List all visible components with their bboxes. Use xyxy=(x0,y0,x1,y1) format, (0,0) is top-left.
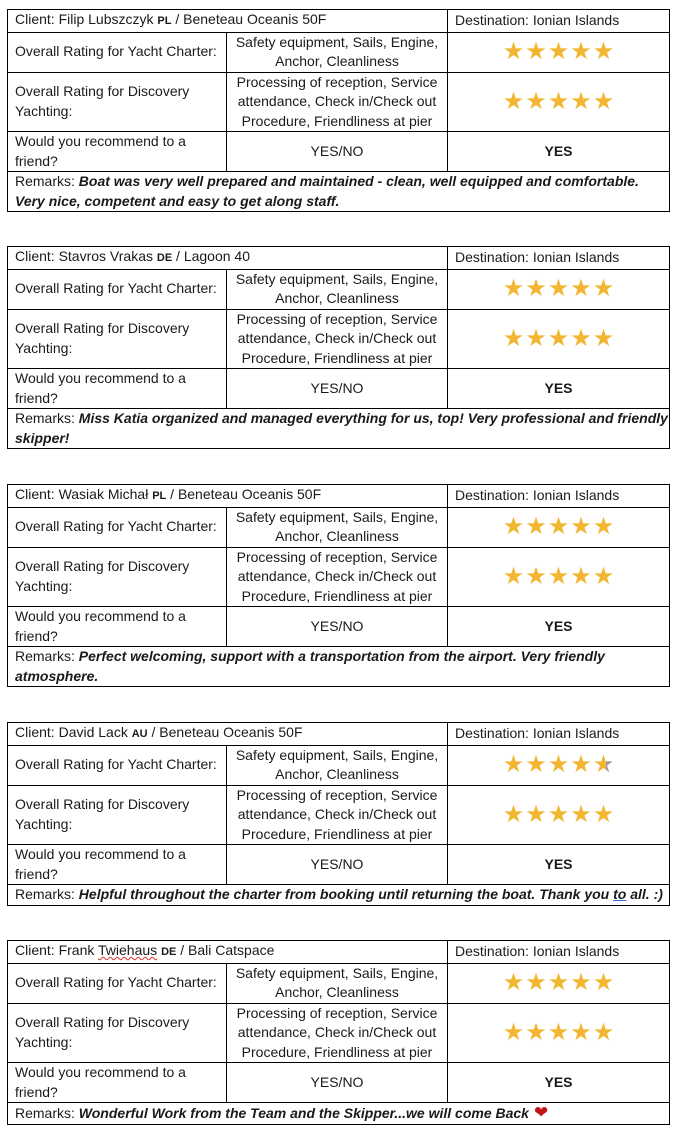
star-icon: ★ xyxy=(592,87,615,115)
discovery-criteria: Processing of reception, Service attendance, Check in/Check out Procedure, Friendliness at pier xyxy=(227,547,448,607)
discovery-rating-stars xyxy=(448,1003,670,1063)
star-icon: ★ xyxy=(547,750,570,779)
yacht-rating-stars xyxy=(448,507,670,547)
remarks-text-start: Helpful throughout the charter from booking until returning the boat. Thank you xyxy=(78,886,614,902)
review-table xyxy=(7,484,670,687)
discovery-rating-stars xyxy=(448,72,670,132)
star-icon: ★ xyxy=(502,87,525,115)
remarks-text: Wonderful Work from the Team and the Skipper...we will come Back xyxy=(78,1104,529,1121)
yacht-rating-label: Overall Rating for Yacht Charter: xyxy=(8,269,227,309)
yacht-criteria: Safety equipment, Sails, Engine, Anchor, Cleanliness xyxy=(227,745,448,785)
star-icon: ★ xyxy=(570,968,592,997)
client-label: Client: xyxy=(15,942,55,958)
star-icon: ★ xyxy=(592,750,615,779)
star-icon: ★ xyxy=(547,562,570,590)
country-code: PL xyxy=(157,15,172,27)
client-label: Client: xyxy=(15,248,55,264)
client-name: Filip Lubszczyk xyxy=(58,11,154,27)
star-icon: ★ xyxy=(592,37,615,66)
yacht-rating-stars xyxy=(448,745,670,785)
discovery-rating-label: Overall Rating for Discovery Yachting: xyxy=(8,785,227,845)
remarks-label: Remarks: xyxy=(15,410,75,426)
heart-icon: ❤ xyxy=(533,1102,549,1123)
remarks-label: Remarks: xyxy=(15,886,75,902)
yacht-rating-stars xyxy=(448,32,670,72)
remarks-text-underlined-word: to xyxy=(613,886,627,902)
client-cell: Client: Stavros Vrakas DE / Lagoon 40 xyxy=(8,247,448,270)
star-icon: ★ xyxy=(570,87,592,115)
remarks-label: Remarks: xyxy=(15,1104,75,1121)
star-icon: ★ xyxy=(547,274,570,303)
yes-no-label: YES/NO xyxy=(227,132,448,172)
star-icon: ★ xyxy=(592,1018,615,1046)
yacht-rating-label: Overall Rating for Yacht Charter: xyxy=(8,507,227,547)
client-cell: Client: David Lack AU / Beneteau Oceanis 50F xyxy=(8,723,448,746)
yes-no-label: YES/NO xyxy=(227,607,448,647)
boat-model: Lagoon 40 xyxy=(183,248,251,264)
client-first-name: Frank xyxy=(58,942,99,958)
star-icon: ★ xyxy=(502,324,525,352)
star-icon: ★ xyxy=(525,750,547,779)
yes-no-label: YES/NO xyxy=(227,369,448,409)
client-last-name: Twiehaus xyxy=(98,942,158,958)
yacht-criteria: Safety equipment, Sails, Engine, Anchor, Cleanliness xyxy=(227,32,448,72)
client-cell: Client: Filip Lubszczyk PL / Beneteau Oceanis 50F xyxy=(8,10,448,33)
yacht-criteria: Safety equipment, Sails, Engine, Anchor, Cleanliness xyxy=(227,269,448,309)
star-icon: ★ xyxy=(547,800,570,828)
star-icon: ★ xyxy=(502,37,525,66)
star-icon: ★ xyxy=(570,274,592,303)
destination: Destination: Ionian Islands xyxy=(448,723,670,746)
discovery-criteria: Processing of reception, Service attendance, Check in/Check out Procedure, Friendliness at pier xyxy=(227,1003,448,1063)
star-icon: ★ xyxy=(525,512,547,541)
recommend-answer: YES xyxy=(448,845,670,885)
star-icon: ★ xyxy=(570,512,592,541)
boat-model: Beneteau Oceanis 50F xyxy=(159,724,303,740)
yes-no-label: YES/NO xyxy=(227,1063,448,1103)
discovery-rating-stars xyxy=(448,547,670,607)
star-icon: ★ xyxy=(525,324,547,352)
star-icon: ★ xyxy=(592,562,615,590)
star-icon: ★ xyxy=(502,968,525,997)
yacht-rating-stars xyxy=(448,963,670,1003)
client-cell: Client: Frank Twiehaus DE / Bali Catspace xyxy=(8,941,448,964)
client-label: Client: xyxy=(15,11,55,27)
client-name: Stavros Vrakas xyxy=(58,248,153,264)
client-cell: Client: Wasiak Michał PL / Beneteau Oceanis 50F xyxy=(8,485,448,508)
boat-model: Bali Catspace xyxy=(188,942,275,958)
recommend-answer: YES xyxy=(448,369,670,409)
star-icon: ★ xyxy=(547,1018,570,1046)
recommend-answer: YES xyxy=(448,132,670,172)
star-icon: ★ xyxy=(547,968,570,997)
discovery-criteria: Processing of reception, Service attendance, Check in/Check out Procedure, Friendliness at pier xyxy=(227,785,448,845)
remarks-cell xyxy=(8,885,670,906)
star-icon: ★ xyxy=(502,1018,525,1046)
yacht-rating-label: Overall Rating for Yacht Charter: xyxy=(8,963,227,1003)
star-icon: ★ xyxy=(547,512,570,541)
star-icon: ★ xyxy=(525,800,547,828)
yacht-criteria: Safety equipment, Sails, Engine, Anchor, Cleanliness xyxy=(227,963,448,1003)
client-label: Client: xyxy=(15,486,55,502)
destination: Destination: Ionian Islands xyxy=(448,10,670,33)
boat-model: Beneteau Oceanis 50F xyxy=(183,11,327,27)
star-icon: ★ xyxy=(570,324,592,352)
country-code: DE xyxy=(161,946,177,958)
discovery-rating-label: Overall Rating for Discovery Yachting: xyxy=(8,72,227,132)
star-icon: ★ xyxy=(570,800,592,828)
yacht-rating-label: Overall Rating for Yacht Charter: xyxy=(8,32,227,72)
recommend-label: Would you recommend to a friend? xyxy=(8,369,227,409)
recommend-label: Would you recommend to a friend? xyxy=(8,845,227,885)
discovery-rating-label: Overall Rating for Discovery Yachting: xyxy=(8,1003,227,1063)
remarks-cell xyxy=(8,1103,670,1125)
star-icon: ★ xyxy=(592,512,615,541)
client-name: David Lack xyxy=(58,724,128,740)
review-table xyxy=(7,9,670,212)
discovery-rating-label: Overall Rating for Discovery Yachting: xyxy=(8,309,227,369)
yacht-rating-stars xyxy=(448,269,670,309)
remarks-label: Remarks: xyxy=(15,648,75,664)
star-icon: ★ xyxy=(592,800,615,828)
remarks-label: Remarks: xyxy=(15,173,75,189)
client-name: Wasiak Michał xyxy=(58,486,149,502)
star-icon: ★ xyxy=(592,274,615,303)
recommend-label: Would you recommend to a friend? xyxy=(8,1063,227,1103)
star-icon: ★ xyxy=(547,324,570,352)
remarks-cell xyxy=(8,409,670,449)
remarks-cell xyxy=(8,647,670,687)
remarks-cell xyxy=(8,172,670,212)
star-icon: ★ xyxy=(525,37,547,66)
recommend-answer: YES xyxy=(448,607,670,647)
yes-no-label: YES/NO xyxy=(227,845,448,885)
country-code: PL xyxy=(152,490,167,502)
remarks-text-end: all. :) xyxy=(626,886,663,902)
star-icon: ★ xyxy=(502,512,525,541)
star-icon: ★ xyxy=(502,750,525,779)
review-table xyxy=(7,722,670,906)
star-icon: ★ xyxy=(570,562,592,590)
country-code: AU xyxy=(131,728,148,740)
review-table xyxy=(7,940,670,1125)
yacht-rating-label: Overall Rating for Yacht Charter: xyxy=(8,745,227,785)
star-icon: ★ xyxy=(525,562,547,590)
star-icon: ★ xyxy=(570,750,592,779)
star-icon: ★ xyxy=(570,1018,592,1046)
yacht-criteria: Safety equipment, Sails, Engine, Anchor, Cleanliness xyxy=(227,507,448,547)
star-icon: ★ xyxy=(525,87,547,115)
recommend-label: Would you recommend to a friend? xyxy=(8,607,227,647)
star-icon: ★ xyxy=(592,324,615,352)
remarks-text: Perfect welcoming, support with a transportation from the airport. Very friendly atmosphere. xyxy=(15,648,605,684)
destination: Destination: Ionian Islands xyxy=(448,485,670,508)
remarks-text: Boat was very well prepared and maintained - clean, well equipped and comfortable. Very nice, competent and easy to get along staff. xyxy=(15,173,639,209)
star-icon: ★ xyxy=(502,800,525,828)
star-icon: ★ xyxy=(502,562,525,590)
discovery-criteria: Processing of reception, Service attendance, Check in/Check out Procedure, Friendliness at pier xyxy=(227,309,448,369)
destination: Destination: Ionian Islands xyxy=(448,941,670,964)
client-label: Client: xyxy=(15,724,55,740)
country-code: DE xyxy=(156,252,173,264)
recommend-answer: YES xyxy=(448,1063,670,1103)
review-table xyxy=(7,246,670,449)
boat-model: Beneteau Oceanis 50F xyxy=(177,486,322,502)
destination: Destination: Ionian Islands xyxy=(448,247,670,270)
discovery-rating-stars xyxy=(448,309,670,369)
star-icon: ★ xyxy=(502,274,525,303)
star-icon: ★ xyxy=(547,87,570,115)
star-icon: ★ xyxy=(547,37,570,66)
discovery-criteria: Processing of reception, Service attendance, Check in/Check out Procedure, Friendliness at pier xyxy=(227,72,448,132)
discovery-rating-stars xyxy=(448,785,670,845)
star-icon: ★ xyxy=(525,274,547,303)
recommend-label: Would you recommend to a friend? xyxy=(8,132,227,172)
star-icon: ★ xyxy=(570,37,592,66)
remarks-text xyxy=(79,886,663,902)
star-icon: ★ xyxy=(592,968,615,997)
remarks-text: Miss Katia organized and managed everything for us, top! Very professional and friendly skipper! xyxy=(15,410,668,446)
star-icon: ★ xyxy=(525,1018,547,1046)
discovery-rating-label: Overall Rating for Discovery Yachting: xyxy=(8,547,227,607)
star-icon: ★ xyxy=(525,968,547,997)
